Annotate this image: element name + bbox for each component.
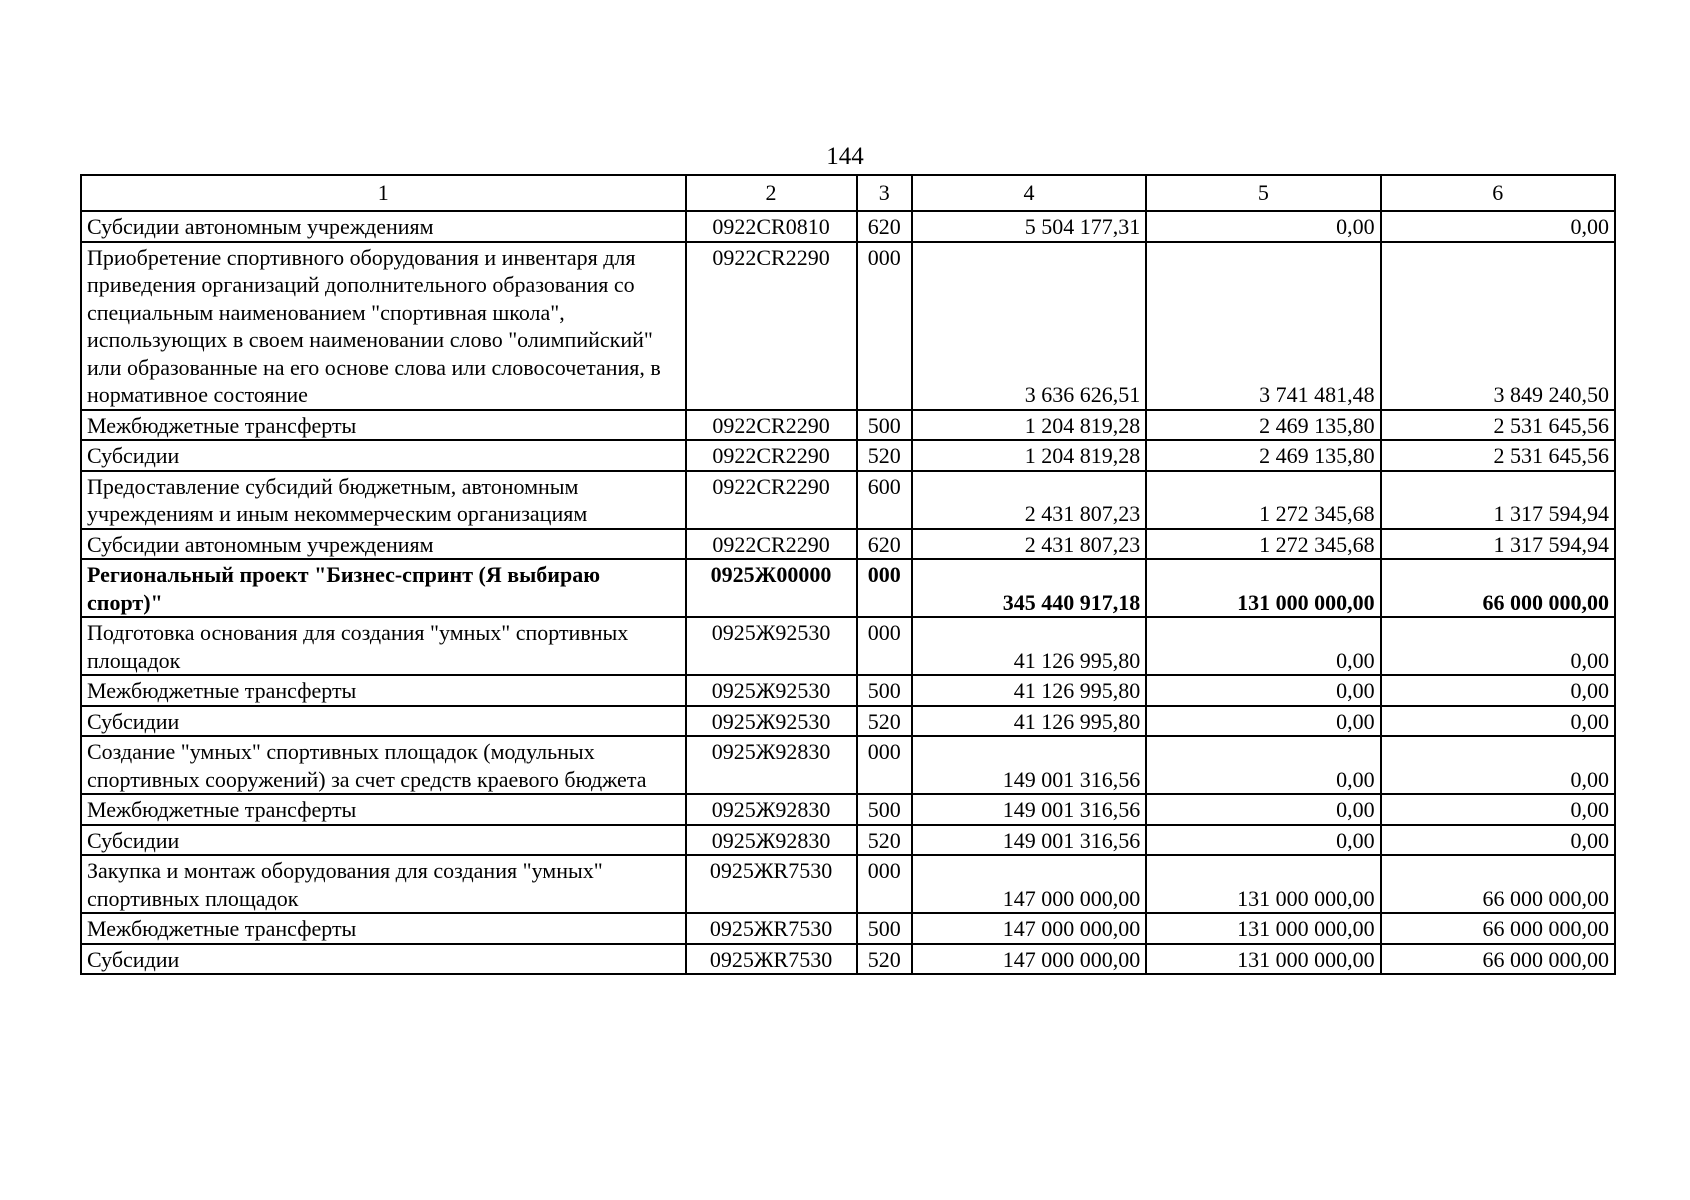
table-row [81,825,1615,856]
table-row [81,559,1615,617]
table-row [81,913,1615,944]
row-name: Субсидии [81,440,686,471]
row-type: 000 [857,617,912,675]
row-type: 620 [857,211,912,242]
row-value-col5: 1 272 345,68 [1146,471,1380,529]
row-type: 520 [857,944,912,975]
row-value-col6: 0,00 [1381,825,1615,856]
row-code: 0925Ж92830 [686,825,857,856]
row-code: 0925ЖR7530 [686,913,857,944]
row-type: 520 [857,440,912,471]
header-row [81,175,1615,211]
row-name: Межбюджетные трансферты [81,675,686,706]
row-value-col6: 3 849 240,50 [1381,242,1615,410]
table-body [81,211,1615,974]
row-value-col6: 0,00 [1381,736,1615,794]
row-value-col6: 0,00 [1381,794,1615,825]
row-name: Региональный проект "Бизнес-спринт (Я выбираю спорт)" [81,559,686,617]
row-type: 500 [857,794,912,825]
row-value-col6: 0,00 [1381,706,1615,737]
row-value-col6: 66 000 000,00 [1381,855,1615,913]
row-value-col5: 2 469 135,80 [1146,410,1380,441]
budget-table [80,174,1616,975]
header-cell-3: 3 [857,175,912,211]
row-value-col4: 41 126 995,80 [912,675,1146,706]
table-row [81,410,1615,441]
row-value-col6: 1 317 594,94 [1381,471,1615,529]
row-type: 600 [857,471,912,529]
row-value-col6: 2 531 645,56 [1381,440,1615,471]
row-code: 0925Ж00000 [686,559,857,617]
row-value-col5: 0,00 [1146,211,1380,242]
row-name: Субсидии [81,825,686,856]
row-value-col5: 131 000 000,00 [1146,913,1380,944]
row-name: Приобретение спортивного оборудования и инвентаря для приведения организаций дополнительного образования со специальным наименованием "спортивная школа", использующих в своем наименовании слово "олимпийский" или образованные на его основе слова или словосочетания, в нормативное состояние [81,242,686,410]
row-value-col4: 149 001 316,56 [912,794,1146,825]
row-value-col4: 1 204 819,28 [912,440,1146,471]
row-value-col5: 131 000 000,00 [1146,944,1380,975]
row-code: 0925Ж92830 [686,794,857,825]
row-type: 500 [857,410,912,441]
row-name: Субсидии автономным учреждениям [81,529,686,560]
row-value-col4: 41 126 995,80 [912,617,1146,675]
row-value-col4: 1 204 819,28 [912,410,1146,441]
table-row [81,944,1615,975]
table-row [81,794,1615,825]
row-type: 620 [857,529,912,560]
table-header [81,175,1615,211]
row-value-col5: 0,00 [1146,617,1380,675]
row-value-col6: 0,00 [1381,211,1615,242]
row-name: Субсидии [81,944,686,975]
header-cell-2: 2 [686,175,857,211]
row-value-col4: 345 440 917,18 [912,559,1146,617]
row-value-col5: 0,00 [1146,706,1380,737]
row-name: Закупка и монтаж оборудования для создания "умных" спортивных площадок [81,855,686,913]
row-value-col4: 149 001 316,56 [912,736,1146,794]
row-value-col6: 2 531 645,56 [1381,410,1615,441]
row-code: 0922CR2290 [686,242,857,410]
row-code: 0925Ж92530 [686,675,857,706]
row-code: 0922CR2290 [686,529,857,560]
row-name: Межбюджетные трансферты [81,913,686,944]
table-row [81,471,1615,529]
header-cell-5: 5 [1146,175,1380,211]
row-name: Субсидии [81,706,686,737]
row-name: Подготовка основания для создания "умных" спортивных площадок [81,617,686,675]
row-value-col4: 147 000 000,00 [912,913,1146,944]
row-value-col5: 0,00 [1146,794,1380,825]
table-row [81,675,1615,706]
row-type: 000 [857,855,912,913]
row-value-col4: 147 000 000,00 [912,944,1146,975]
row-value-col6: 66 000 000,00 [1381,944,1615,975]
row-value-col4: 149 001 316,56 [912,825,1146,856]
row-value-col5: 131 000 000,00 [1146,855,1380,913]
row-type: 000 [857,736,912,794]
row-code: 0925ЖR7530 [686,944,857,975]
row-value-col5: 0,00 [1146,736,1380,794]
row-value-col5: 0,00 [1146,675,1380,706]
row-value-col4: 41 126 995,80 [912,706,1146,737]
row-value-col5: 3 741 481,48 [1146,242,1380,410]
row-value-col6: 66 000 000,00 [1381,913,1615,944]
row-type: 000 [857,559,912,617]
row-value-col5: 0,00 [1146,825,1380,856]
row-code: 0925Ж92530 [686,706,857,737]
header-cell-4: 4 [912,175,1146,211]
row-value-col6: 0,00 [1381,617,1615,675]
row-name: Предоставление субсидий бюджетным, автономным учреждениям и иным некоммерческим организациям [81,471,686,529]
row-code: 0925ЖR7530 [686,855,857,913]
row-value-col6: 66 000 000,00 [1381,559,1615,617]
row-value-col6: 1 317 594,94 [1381,529,1615,560]
table-row [81,617,1615,675]
row-code: 0925Ж92530 [686,617,857,675]
row-code: 0925Ж92830 [686,736,857,794]
row-value-col5: 131 000 000,00 [1146,559,1380,617]
row-name: Создание "умных" спортивных площадок (модульных спортивных сооружений) за счет средств краевого бюджета [81,736,686,794]
row-value-col4: 2 431 807,23 [912,529,1146,560]
table-row [81,855,1615,913]
row-value-col5: 1 272 345,68 [1146,529,1380,560]
row-value-col4: 2 431 807,23 [912,471,1146,529]
row-value-col4: 3 636 626,51 [912,242,1146,410]
table-row [81,242,1615,410]
header-cell-6: 6 [1381,175,1615,211]
table-row [81,211,1615,242]
row-code: 0922CR2290 [686,410,857,441]
row-code: 0922CR0810 [686,211,857,242]
table-row [81,440,1615,471]
row-value-col5: 2 469 135,80 [1146,440,1380,471]
row-value-col6: 0,00 [1381,675,1615,706]
row-name: Субсидии автономным учреждениям [81,211,686,242]
row-code: 0922CR2290 [686,440,857,471]
row-code: 0922CR2290 [686,471,857,529]
row-value-col4: 5 504 177,31 [912,211,1146,242]
row-type: 500 [857,913,912,944]
row-name: Межбюджетные трансферты [81,410,686,441]
table-row [81,706,1615,737]
row-value-col4: 147 000 000,00 [912,855,1146,913]
header-cell-1: 1 [81,175,686,211]
row-type: 500 [857,675,912,706]
row-type: 000 [857,242,912,410]
page-number: 144 [826,143,864,170]
row-type: 520 [857,825,912,856]
table-row [81,736,1615,794]
row-name: Межбюджетные трансферты [81,794,686,825]
table-row [81,529,1615,560]
row-type: 520 [857,706,912,737]
